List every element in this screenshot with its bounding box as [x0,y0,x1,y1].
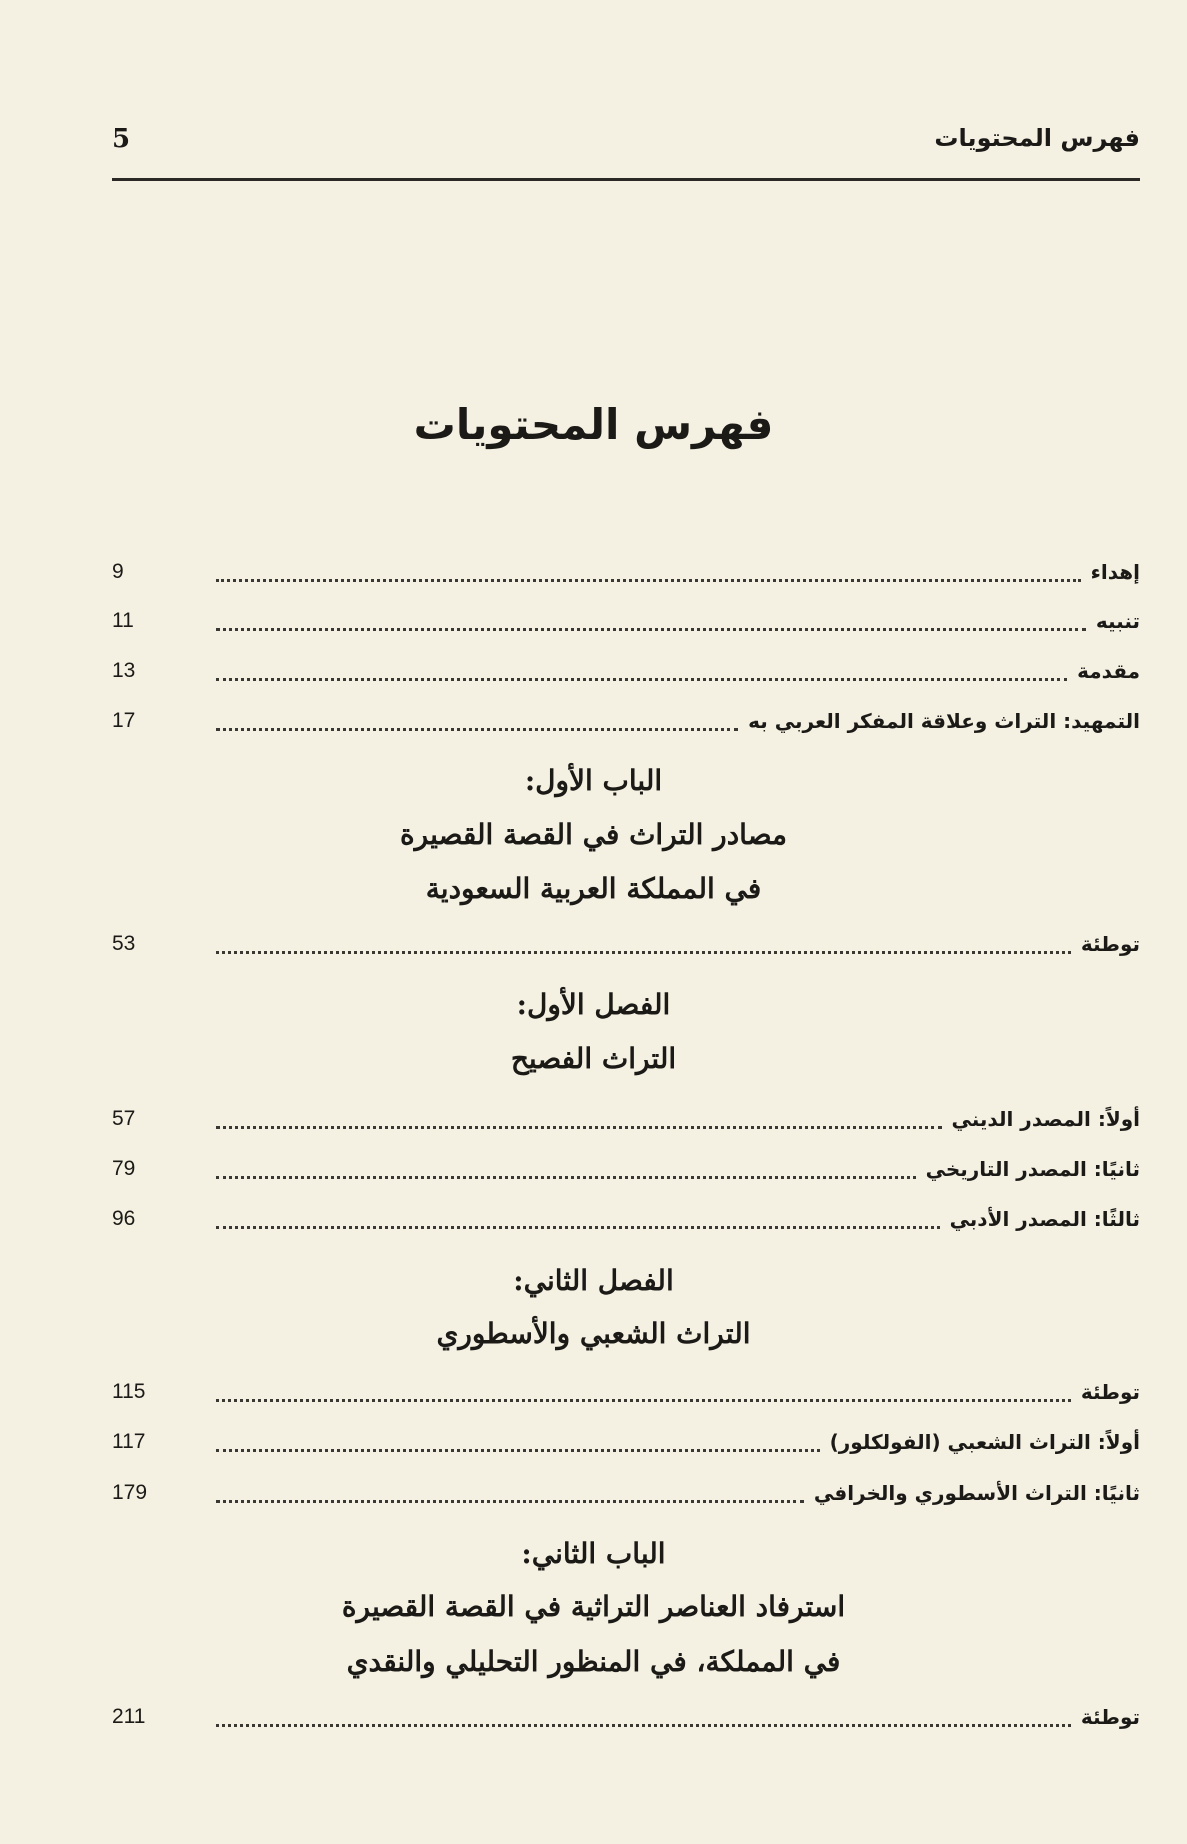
toc-entry [112,701,1140,741]
toc-entry-label: ثانيًا: التراث الأسطوري والخرافي [813,1481,1140,1505]
leader-dots [216,678,1067,681]
part-heading-title: مصادر التراث في القصة القصيرة [400,818,787,851]
toc-entry-page: 53 [112,932,136,955]
toc-entry [112,1372,1140,1412]
toc-entry-label: أولاً: التراث الشعبي (الفولكلور) [829,1430,1140,1454]
leader-dots [216,628,1086,631]
running-title: فهرس المحتويات [934,124,1140,152]
toc-entry-page: 117 [112,1430,146,1453]
toc-entry-label: مقدمة [1077,659,1140,683]
part-heading-label: الباب الثاني: [521,1537,666,1570]
toc-entry-page: 79 [112,1157,136,1180]
toc-entry [112,924,1140,964]
toc-entry [112,1099,1140,1139]
page-title: فهرس المحتويات [413,400,774,449]
toc-entry-label: توطئة [1080,932,1140,956]
toc-entry-page: 17 [112,709,136,732]
chapter-heading-title: التراث الشعبي والأسطوري [436,1317,751,1350]
toc-entry-label: التمهيد: التراث وعلاقة المفكر العربي به [748,709,1140,733]
part-heading-title: في المملكة العربية السعودية [425,872,762,905]
running-header [112,120,1140,170]
chapter-heading-label: الفصل الثاني: [513,1264,674,1297]
toc-entry-page: 11 [112,609,134,632]
toc-entry [112,601,1140,641]
toc-entry-label: أولاً: المصدر الديني [951,1107,1140,1131]
leader-dots [216,579,1081,582]
toc-entry [112,552,1140,592]
header-rule [112,178,1140,181]
leader-dots [216,1399,1071,1402]
toc-entry-page: 115 [112,1380,146,1403]
leader-dots [216,1449,820,1452]
toc-entry-page: 211 [112,1705,146,1728]
leader-dots [216,951,1071,954]
toc-entry-page: 179 [112,1481,148,1504]
toc-entry [112,1199,1140,1239]
toc-entry-label: توطئة [1080,1380,1140,1404]
page-number: 5 [112,124,131,154]
toc-entry [112,651,1140,691]
toc-entry-label: تنبيه [1095,609,1140,633]
toc-entry [112,1697,1140,1737]
toc-entry [112,1422,1140,1462]
leader-dots [216,1226,940,1229]
toc-entry-label: ثانيًا: المصدر التاريخي [925,1157,1140,1181]
toc-entry-page: 13 [112,659,136,682]
part-heading-title: استرفاد العناصر التراثية في القصة القصيرة [341,1590,846,1623]
chapter-heading-title: التراث الفصيح [510,1042,677,1075]
toc-entry [112,1473,1140,1513]
chapter-heading-label: الفصل الأول: [516,988,671,1021]
toc-entry-label: توطئة [1080,1705,1140,1729]
part-heading-label: الباب الأول: [524,764,663,797]
toc-entry-page: 96 [112,1207,136,1230]
leader-dots [216,1500,804,1503]
toc-entry-page: 57 [112,1107,136,1130]
leader-dots [216,728,738,731]
toc-entry-page: 9 [112,560,124,583]
toc-entry-label: ثالثًا: المصدر الأدبي [949,1207,1140,1231]
part-heading-title: في المملكة، في المنظور التحليلي والنقدي [346,1645,841,1678]
leader-dots [216,1126,942,1129]
toc-entry [112,1149,1140,1189]
leader-dots [216,1724,1071,1727]
toc-entry-label: إهداء [1090,560,1140,584]
leader-dots [216,1176,916,1179]
